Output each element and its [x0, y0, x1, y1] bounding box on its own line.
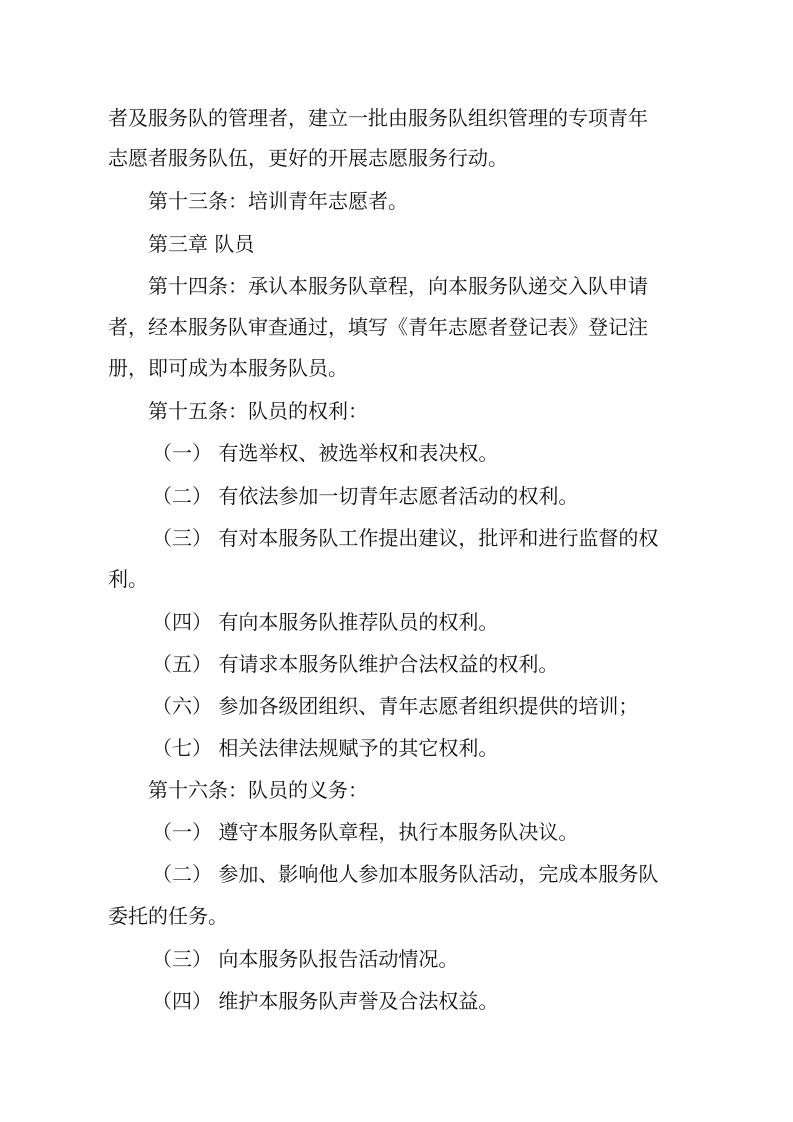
article-15: 第十五条：队员的权利：	[148, 399, 368, 423]
duties-item: （四） 维护本服务队声誉及合法权益。	[152, 989, 499, 1013]
rights-item: （七） 相关法律法规赋予的其它权利。	[152, 736, 499, 760]
duties-item: （一） 遵守本服务队章程，执行本服务队决议。	[152, 820, 579, 844]
article-16: 第十六条：队员的义务：	[148, 778, 368, 802]
rights-item: （三） 有对本服务队工作提出建议，批评和进行监督的权	[152, 526, 659, 550]
rights-item: （六） 参加各级团组织、青年志愿者组织提供的培训；	[152, 694, 639, 718]
text-line: 利。	[108, 567, 148, 591]
article-13: 第十三条：培训青年志愿者。	[148, 189, 408, 213]
chapter-heading: 第三章 队员	[148, 232, 255, 256]
text-line: 志愿者服务队伍，更好的开展志愿服务行动。	[108, 146, 508, 170]
article-14: 第十四条：承认本服务队章程，向本服务队递交入队申请	[148, 274, 648, 298]
rights-item: （二） 有依法参加一切青年志愿者活动的权利。	[152, 484, 579, 508]
rights-item: （四） 有向本服务队推荐队员的权利。	[152, 610, 499, 634]
text-line: 册，即可成为本服务队员。	[108, 356, 348, 380]
duties-item: （二） 参加、影响他人参加本服务队活动，完成本服务队	[152, 862, 659, 886]
rights-item: （一） 有选举权、被选举权和表决权。	[152, 441, 499, 465]
text-line: 委托的任务。	[108, 904, 228, 928]
text-line: 者，经本服务队审查通过，填写《青年志愿者登记表》登记注	[108, 315, 648, 339]
rights-item: （五） 有请求本服务队维护合法权益的权利。	[152, 652, 559, 676]
text-line: 者及服务队的管理者，建立一批由服务队组织管理的专项青年	[108, 106, 648, 130]
duties-item: （三） 向本服务队报告活动情况。	[152, 947, 459, 971]
